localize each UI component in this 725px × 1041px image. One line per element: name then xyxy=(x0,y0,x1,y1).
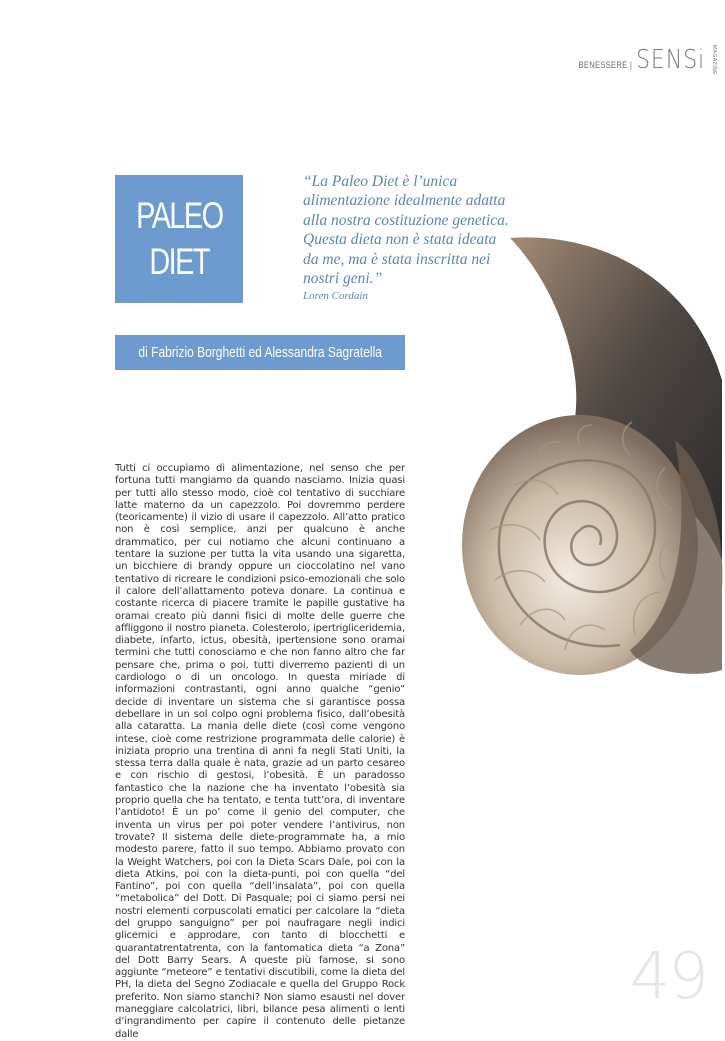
pull-quote: “La Paleo Diet è l’unica alimentazione idealmente adatta alla nostra costituzione genetica. Questa dieta non è stata ideata da me, ma è stata inscritta nei nostri geni.” xyxy=(303,173,509,288)
page-header xyxy=(569,40,717,80)
article-title-line-1: PALEO xyxy=(135,195,223,236)
article-body: Tutti ci occupiamo di alimentazione, nel senso che per fortuna tutti mangiamo da quando nasciamo. Inizia quasi per tutti allo stesso modo, cioè col tentativo di succhiare latte materno da un capezzolo. Poi dovremmo perdere (teoricamente) il vizio di usare il capezzolo. All’atto pratico non è così semplice, anzi per qualcuno è anche drammatico, per cui notiamo che alcuni continuano a tentare la suzione per tutta la vita usando una sigaretta, un bicchiere di brandy oppure un cioccolatino nel vano tentativo di ricreare le condizioni psico-emozionali che solo il calore dell’allattamento poteva donare. La continua e costante ricerca di piacere tramite le papille gustative ha oramai creato più danni fisici di molte delle guerre che affliggono il nostro pianeta. Colesterolo, ipertrigliceridemia, diabete, infarto, ictus, obesità, ipertensione sono oramai termini che tutti conosciamo e che non fanno altro che far pensare che, prima o poi, tutti diverremo pazienti di un cardiologo o di un oncologo. In questa miriade di informazioni contrastanti, ogni anno qualche “genio” decide di inventare un sistema che si garantisce possa debellare in un sol colpo ogni problema fisico, dall’obesità alla cataratta. La mania delle diete (così come vengono intese, cioè come restrizione programmata delle calorie) è iniziata proprio una trentina di anni fa negli Stati Uniti, la stessa terra dalla quale è nata, grazie ad un parto cesareo e con rischio di gestosi, l’obesità. È un paradosso fantastico che la nazione che ha inventato l’obesità sia proprio quella che ha tentato, e tenta tutt’ora, di inventare l’antidoto! È un po’ come il genio del computer, che inventa un virus per poi poter vendere l’antivirus, non trovate? Il sistema delle diete-programmate ha, a mio modesto parere, fatto il suo tempo. Abbiamo provato con la Weight Watchers, poi con la Dieta Scars Dale, poi con la dieta Atkins, poi con la dieta-punti, poi con quella “del Fantino”, poi con quella “dell’insalata”, poi con quella “metabolica” del Dott. Di Pasquale; poi ci siamo persi nei nostri elementi corpuscolati ematici per calcolare la “dieta del gruppo sanguigno” per poi naufragare negli indici glicemici e approdare, con tanto di blocchetti e quarantatrentatrenta, con la fantomatica dieta “a Zona” del Dott Barry Sears. A queste più famose, si sono aggiunte “meteore” e tentativi discutibili, come la dieta del PH, la dieta del Segno Zodiacale e quella del Gruppo Rock preferito. Non siamo stanchi? Non siamo esausti nel dover maneggiare calcolatrici, libri, bilance pesa alimenti o lenti d’ingrandimento per capire il contenuto delle pietanze dalle xyxy=(115,463,405,1040)
nautilus-shell-image xyxy=(440,230,725,680)
article-title-box xyxy=(115,175,243,303)
page-number: 49 xyxy=(629,940,707,1014)
section-label: BENESSERE | xyxy=(578,60,632,70)
byline-box xyxy=(115,335,405,370)
article-title-line-2: DIET xyxy=(149,241,209,282)
quote-author: Loren Cordain xyxy=(303,290,368,302)
magazine-logo xyxy=(636,40,717,80)
logo-text: SENSi xyxy=(635,45,705,75)
logo-subtitle: MAGAZINE xyxy=(711,44,717,76)
byline-text: di Fabrizio Borghetti ed Alessandra Sagratella xyxy=(138,344,382,361)
